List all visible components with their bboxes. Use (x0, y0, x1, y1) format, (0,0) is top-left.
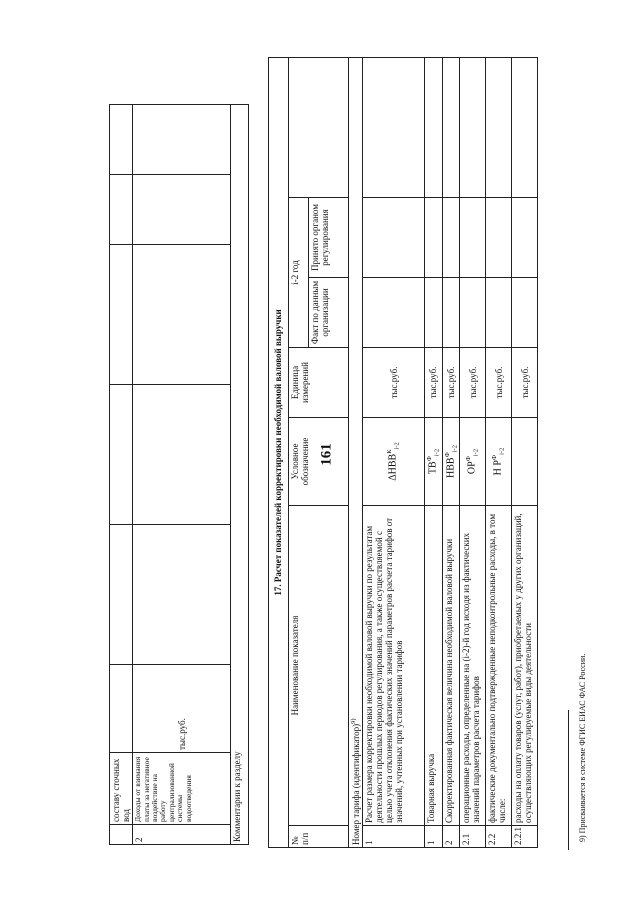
row-name: фактические документально подтвержденные неподконтрольные расходы, в том числе: (486, 506, 512, 826)
tariff-sup: 9) (350, 718, 357, 724)
table-row (363, 57, 425, 847)
row-unit: тыс.руб. (363, 348, 425, 418)
row-unit: тыс.руб. (460, 348, 486, 418)
row-unit: тыс.руб. (133, 665, 231, 753)
header-year: i-2 год (289, 198, 309, 348)
row-name: операционные расходы, определенные на (i-2)-й год исходя из фактических значений параметров расчета тарифов (460, 506, 486, 826)
row-name: Доходы от взимания платы за негативное воздействие на работу централизованной системы водоотведения (133, 753, 231, 825)
upper-table-wrap (109, 105, 249, 845)
header-num: № п/п (289, 826, 349, 848)
row-unit: тыс.руб. (425, 348, 443, 418)
row-num: 2.2.1 (512, 826, 538, 848)
header-accepted: Принято органом регулирования (309, 198, 349, 278)
row-symbol: $ТВ^Ф_{i-2}$ (425, 418, 443, 506)
upper-table (109, 104, 249, 845)
table-row (110, 105, 133, 845)
row-unit: тыс.руб. (442, 348, 460, 418)
footnote-divider (568, 710, 569, 850)
row-name: составу сточных вод (110, 753, 133, 825)
table-row (231, 105, 249, 845)
table-row (512, 57, 538, 847)
row-symbol: $ОР^Ф_{i-2}$ (460, 418, 486, 506)
section17-wrap (268, 58, 538, 848)
tariff-label: Номер тарифа (идентификатор) (351, 723, 361, 845)
comment-label: Комментарии к разделу (231, 105, 249, 845)
row-num: 1 (425, 826, 443, 848)
row-name: Товарная выручка (425, 506, 443, 826)
row-symbol (512, 418, 538, 506)
table-row (133, 105, 231, 845)
row-name: Расчет размера корректировки необходимой валовой выручки по результатам деятельности прошлых периодов регулирования, а также осуществляемой с целью учета отклонения фактических значений параметров расчета тарифов от значений, учтенных при установлении тарифов (363, 506, 425, 826)
row-name: расходы на оплату товаров (услуг, работ), приобретаемых у других организаций, осуществляющих регулируемые виды деятельности (512, 506, 538, 826)
section17-title: 17. Расчет показателей корректировки необходимой валовой выручки (269, 57, 289, 847)
table-row (425, 57, 443, 847)
row-unit: тыс.руб. (512, 348, 538, 418)
header-unit: Единица измерений (289, 348, 349, 418)
row-num: 2.2 (486, 826, 512, 848)
header-name: Наименование показателя (289, 506, 349, 826)
table-row (460, 57, 486, 847)
header-fact: Факт по данным организации (309, 278, 349, 348)
footnote: 9) Присваивается в системе ФГИС ЕИАС ФАС России. (578, 653, 587, 842)
row-num: 1 (363, 826, 425, 848)
table-row (442, 57, 460, 847)
section17-table (268, 57, 538, 848)
row-symbol: Н $Р^Ф_{i-2}$ (486, 418, 512, 506)
row-name: Скорректированная фактическая величина необходимой валовой выручки (442, 506, 460, 826)
row-unit: тыс.руб. (486, 348, 512, 418)
row-symbol: $НВВ^Ф_{i-2}$ (442, 418, 460, 506)
table-row (486, 57, 512, 847)
tariff-row (349, 57, 363, 847)
row-num: 2 (442, 826, 460, 848)
row-num: 2.1 (460, 826, 486, 848)
page-number: 161 (318, 443, 335, 466)
row-num: 2 (133, 825, 231, 845)
row-symbol: $\Delta НВВ^К_{i-2}$ (363, 418, 425, 506)
header-symbol: Условное обозначение (289, 418, 349, 506)
